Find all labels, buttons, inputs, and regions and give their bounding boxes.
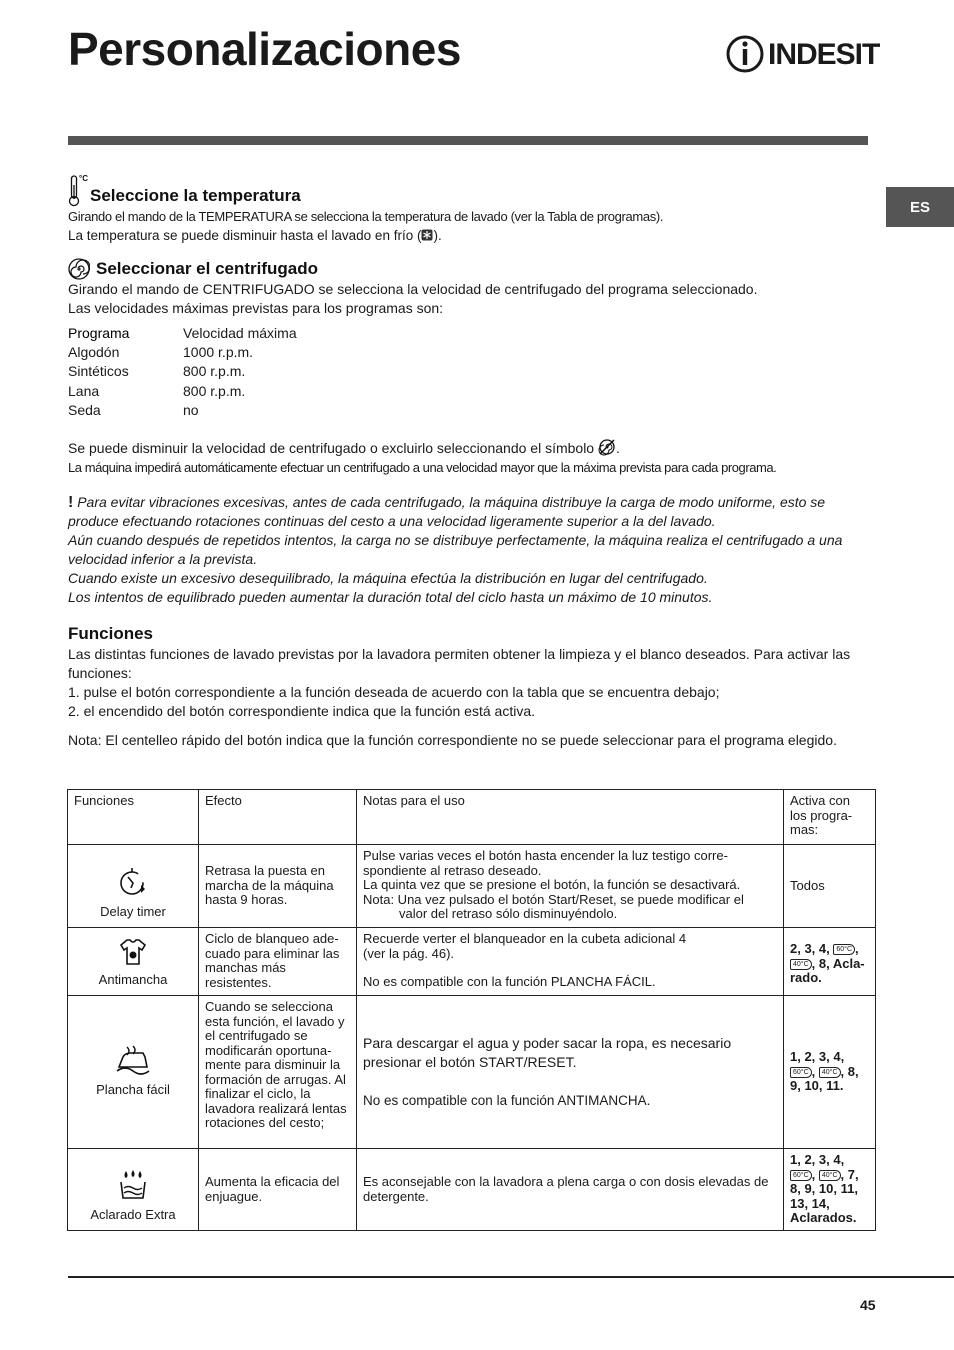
note-line: Recuerde verter el blanqueador en la cubeta adicional 4: [363, 931, 687, 946]
header-active: Activa con los progra- mas:: [784, 790, 876, 845]
table-row: [68, 1149, 876, 1231]
header-rule: [68, 136, 868, 145]
table-header-row: [68, 790, 876, 845]
function-name: Delay timer: [100, 903, 166, 919]
warning-note: [68, 493, 873, 607]
celsius-unit: °C: [79, 174, 88, 183]
warning-mark: !: [68, 494, 74, 512]
effect-cell: Aumenta la eficacia del enjuague.: [199, 1149, 357, 1231]
effect-cell: Cuando se selecciona esta función, el lavado y el centrifugado se modificarán oportuna- mente para disminuir la formación de arrugas. Al finalizar el ciclo, la lavadora realizará lentas rotaciones del cesto;: [199, 996, 357, 1149]
warning-line: [68, 493, 873, 531]
active-programs: , 8, 9, 10, 11.: [790, 1063, 859, 1094]
spin-heading: [68, 258, 873, 280]
spin-line2: Las velocidades máximas previstas para los programas son:: [68, 300, 444, 316]
note-line: No es compatible con la función ANTIMANCHA.: [363, 1093, 651, 1108]
note-line: Para descargar el agua y poder sacar la ropa, es necesario presionar el botón START/RESET.: [363, 1035, 732, 1070]
page-title: Personalizaciones: [68, 23, 461, 75]
header-functions: Funciones: [68, 790, 199, 845]
spin-auto-line: La máquina impedirá automáticamente efectuar un centrifugado a una velocidad mayor que la máxima prevista para cada programa.: [68, 460, 777, 476]
spin-exclude-text: Se puede disminuir la velocidad de centrifugado o excluirlo seleccionando el símbolo: [68, 440, 598, 457]
spin-heading-text: Seleccionar el centrifugado: [96, 259, 319, 278]
table-row: [68, 343, 297, 362]
note-line: Nota: Una vez pulsado el botón Start/Reset, se puede modificar el: [363, 891, 744, 907]
active-programs: ,: [811, 1063, 819, 1079]
indesit-logo: [726, 34, 886, 74]
notes-cell: [357, 845, 784, 928]
header-notes: Notas para el uso: [357, 790, 784, 845]
program-speed: no: [183, 401, 199, 418]
note-line: Pulse varias veces el botón hasta encender la luz testigo corre- spondiente al retraso deseado.: [363, 848, 728, 878]
main-content: [68, 174, 873, 750]
spin-spiral-icon: [68, 258, 90, 280]
table-row: [68, 362, 297, 381]
temperature-line2-end: ).: [433, 228, 442, 243]
temp-60-badge: 60°C: [790, 1170, 812, 1181]
active-programs: 1, 2, 3, 4,: [790, 1152, 845, 1167]
active-cell: [784, 928, 876, 996]
temp-40-badge: 40°C: [790, 959, 812, 970]
temperature-heading: [68, 174, 873, 207]
warning-text: Aún cuando después de repetidos intentos, la carga no se distribuye perfectamente, la máquina realiza el centrifugado a una velocidad inferior a la prevista.: [68, 532, 843, 568]
functions-heading: Funciones: [68, 624, 154, 644]
note-line: valor del retraso sólo disminuyéndolo.: [399, 906, 618, 921]
function-cell: [68, 1149, 199, 1231]
temperature-heading-text: Seleccione la temperatura: [90, 186, 301, 205]
table-row: [68, 382, 297, 401]
spin-speed-table: [68, 324, 297, 420]
brand-name: INDESIT: [768, 38, 880, 71]
functions-step1: 1. pulse el botón correspondiente a la función deseada de acuerdo con la tabla que se encuentra debajo;: [68, 684, 720, 701]
temperature-line1: Girando el mando de la TEMPERATURA se selecciona la temperatura de lavado (ver la Tabla de programas).: [68, 209, 664, 224]
function-name: Antimancha: [98, 971, 168, 987]
active-programs: ,: [811, 1166, 819, 1182]
program-speed: 800 r.p.m.: [183, 363, 246, 380]
active-programs: , 8, Acla- rado.: [790, 955, 865, 985]
col-header-program: Programa: [68, 325, 130, 341]
function-name: Aclarado Extra: [90, 1206, 176, 1222]
language-tab: ES: [886, 187, 954, 227]
temp-40-badge: 40°C: [819, 1067, 841, 1078]
table-row: [68, 928, 876, 996]
note-line: La quinta vez que se presione el botón, la función se desactivará.: [363, 877, 741, 892]
temp-60-badge: 60°C: [833, 944, 855, 955]
active-programs: 1, 2, 3, 4,: [790, 1049, 845, 1065]
spin-exclude-line: [68, 438, 873, 458]
program-name: Sintéticos: [68, 363, 129, 380]
active-cell: [784, 996, 876, 1149]
active-programs: , 7, 8, 9, 10, 11, 13, 14, Aclarados.: [790, 1166, 859, 1225]
warning-text: Cuando existe un excesivo desequilibrado, la máquina efectúa la distribución en lugar del centrifugado.: [68, 570, 708, 587]
warning-text: Los intentos de equilibrado pueden aumentar la duración total del ciclo hasta un máximo de 10 minutos.: [68, 589, 713, 606]
functions-intro: Las distintas funciones de lavado previstas por la lavadora permiten obtener la limpieza y el blanco deseados. Para activar las funciones:: [68, 646, 851, 682]
table-row: [68, 996, 876, 1149]
note-line: No es compatible con la función PLANCHA FÁCIL.: [363, 974, 656, 989]
spin-line1: Girando el mando de CENTRIFUGADO se selecciona la velocidad de centrifugado del programa seleccionado.: [68, 281, 758, 297]
table-row: [68, 324, 297, 343]
temp-40-badge: 40°C: [819, 1170, 841, 1181]
active-programs: ,: [855, 941, 859, 956]
program-speed: 1000 r.p.m.: [183, 344, 254, 361]
delay-timer-icon: [116, 865, 150, 899]
effect-cell: Retrasa la puesta en marcha de la máquina hasta 9 horas.: [199, 845, 357, 928]
page-number: 45: [860, 1297, 876, 1313]
antistain-shirt-icon: [118, 937, 148, 967]
program-name: Lana: [68, 382, 100, 399]
function-cell: [68, 996, 199, 1149]
notes-cell: [357, 928, 784, 996]
header-effect: Efecto: [199, 790, 357, 845]
active-cell: Todos: [784, 845, 876, 928]
function-cell: [68, 928, 199, 996]
thermometer-icon: [68, 175, 88, 207]
warning-text: Para evitar vibraciones excesivas, antes de cada centrifugado, la máquina distribuye la carga de modo uniforme, esto se produce efectuando rotaciones continuas del cesto a una velocidad ligeramente superior a la del lavado.: [68, 494, 826, 530]
program-name: Seda: [68, 401, 101, 418]
temp-60-badge: 60°C: [790, 1067, 812, 1078]
function-cell: [68, 845, 199, 928]
program-name: Algodón: [68, 344, 120, 361]
extra-rinse-icon: [116, 1168, 150, 1202]
active-cell: [784, 1149, 876, 1231]
functions-step2: 2. el encendido del botón correspondiente indica que la función está activa.: [68, 703, 535, 720]
snowflake-icon: [421, 229, 433, 241]
program-speed: 800 r.p.m.: [183, 382, 246, 399]
no-spin-icon: [598, 438, 616, 456]
functions-note: Nota: El centelleo rápido del botón indica que la función correspondiente no se puede seleccionar para el programa elegido.: [68, 732, 837, 749]
easy-iron-icon: [113, 1043, 153, 1077]
indesit-logo-icon: [726, 34, 764, 74]
spin-exclude-end: .: [615, 440, 620, 457]
function-name: Plancha fácil: [96, 1081, 170, 1097]
footer-rule: [68, 1276, 954, 1278]
notes-cell: [357, 996, 784, 1149]
notes-cell: Es aconsejable con la lavadora a plena carga o con dosis elevadas de detergente.: [357, 1149, 784, 1231]
table-row: [68, 401, 297, 420]
active-programs: 2, 3, 4,: [790, 941, 834, 956]
col-header-speed: Velocidad máxima: [183, 325, 297, 341]
note-line: (ver la pág. 46).: [363, 945, 455, 961]
table-row: [68, 845, 876, 928]
temperature-line2-text: La temperatura se puede disminuir hasta el lavado en frío (: [68, 228, 422, 243]
functions-table: [67, 789, 876, 1231]
effect-cell: Ciclo de blanqueo ade- cuado para eliminar las manchas más resistentes.: [199, 928, 357, 996]
temperature-line2: [68, 226, 873, 245]
